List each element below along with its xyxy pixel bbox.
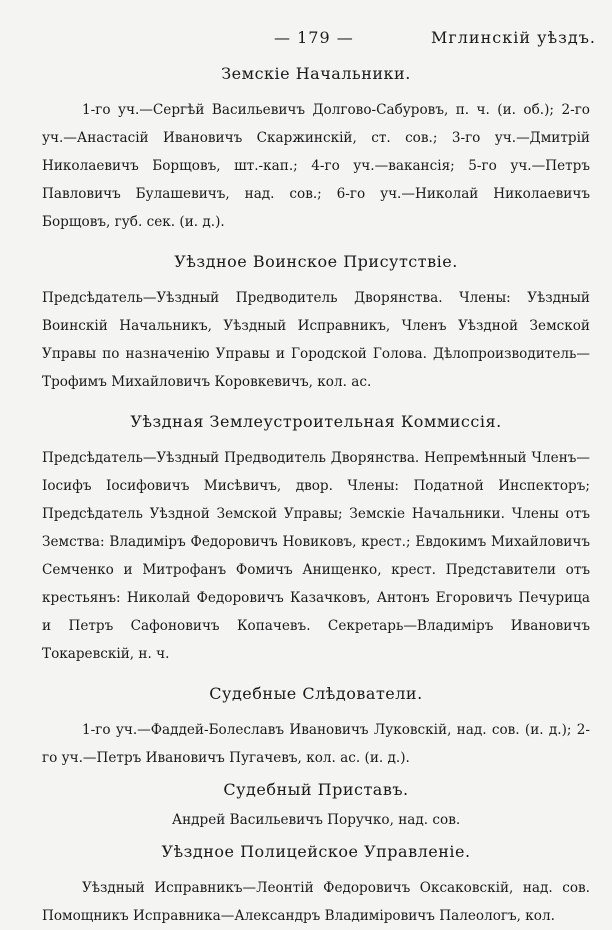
section-text-sledovateli: 1-го уч.—Фаддей-Болеславъ Ивановичъ Луковскій, над. сов. (и. д.); 2-го уч.—Петръ Ивановичъ Пугачевъ, кол. ас. (и. д.). xyxy=(42,722,590,766)
page-content xyxy=(42,62,590,930)
section-title-zemleustroitelnaya: Уѣздная Землеустроительная Коммиссія. xyxy=(130,412,502,431)
section-title-politseiskoe: Уѣздное Полицейское Управленіе. xyxy=(161,842,471,861)
section-title-sledovateli: Судебные Слѣдователи. xyxy=(209,684,423,703)
section-text-zemleustroitelnaya: Предсѣдатель—Уѣздный Предводитель Дворянства. Непремѣнный Членъ—Іосифъ Іосифовичъ Мисѣвичъ, двор. Члены: Податной Инспекторъ; Предсѣдатель Уѣздной Земской Управы; Земскіе Начальники. Члены отъ Земства: Владиміръ Федоровичъ Новиковъ, крест.; Евдокимъ Михайловичъ Семченко и Митрофанъ Фомичъ Анищенко, крест. Представители отъ крестьянъ: Николай Федоровичъ Казачковъ, Антонъ Егоровичъ Печурица и Петръ Сафоновичъ Копачевъ. Секретарь—Владиміръ Ивановичъ Токаревскій, н. ч. xyxy=(42,450,590,662)
section-title-pristav: Судебный Приставъ. xyxy=(223,780,409,799)
district-title: Мглинскій уѣздъ. xyxy=(431,28,596,47)
page-header xyxy=(0,24,612,54)
section-text-pristav: Андрей Васильевичъ Поручко, над. сов. xyxy=(171,812,461,828)
section-title-voinskoe: Уѣздное Воинское Присутствіе. xyxy=(174,252,458,271)
section-text-voinskoe: Предсѣдатель—Уѣздный Предводитель Дворянства. Члены: Уѣздный Воинскій Начальникъ, Уѣздный Исправникъ, Членъ Уѣздной Земской Управы по назначенію Управы и Городской Голова. Дѣлопроизводитель—Трофимъ Михайловичъ Коровкевичъ, кол. ас. xyxy=(42,290,590,390)
section-text-politseiskoe: Уѣздный Исправникъ—Леонтій Федоровичъ Оксаковскій, над. сов. Помощникъ Исправника—Александръ Владиміровичъ Палеологъ, кол. xyxy=(42,880,590,924)
page-number: — 179 — xyxy=(274,28,354,47)
section-text-zemskie: 1-го уч.—Сергѣй Васильевичъ Долгово-Сабуровъ, п. ч. (и. об.); 2-го уч.—Анастасій Ивановичъ Скаржинскій, ст. сов.; 3-го уч.—Дмитрій Николаевичъ Борщовъ, шт.-кап.; 4-го уч.—вакансія; 5-го уч.—Петръ Павловичъ Булашевичъ, над. сов.; 6-го уч.—Николай Николаевичъ Борщовъ, губ. сек. (и. д.). xyxy=(42,102,590,230)
section-title-zemskie: Земскіе Начальники. xyxy=(221,64,411,83)
